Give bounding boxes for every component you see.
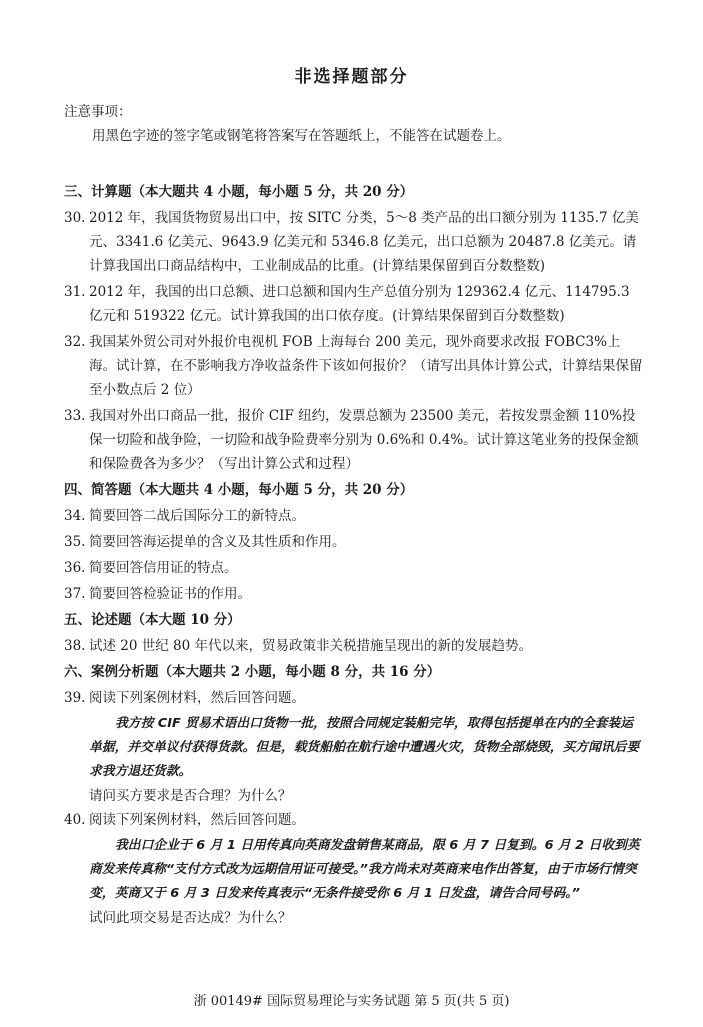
question-text: 试述 20 世纪 80 年代以来，贸易政策非关税措施呈现出的新的发展趋势。 <box>89 638 533 654</box>
question-number: 32. <box>64 334 86 350</box>
question-text: 简要回答信用证的特点。 <box>89 560 238 576</box>
question-number: 36. <box>64 560 86 576</box>
question-34 <box>64 504 644 528</box>
question-number: 30. <box>64 210 86 226</box>
case-material-40 <box>89 834 644 906</box>
question-37 <box>64 582 644 606</box>
question-36 <box>64 556 644 580</box>
question-32 <box>64 330 644 402</box>
section-heading-calc: 三、计算题（本大题共 4 小题，每小题 5 分，共 20 分） <box>64 184 414 200</box>
question-text: 阅读下列案例材料，然后回答问题。 <box>89 812 305 828</box>
case-material-39 <box>89 712 644 784</box>
questions-content <box>64 180 644 930</box>
question-number: 39. <box>64 690 86 706</box>
question-text: 简要回答检验证书的作用。 <box>89 586 251 602</box>
section-heading-essay: 五、论述题（本大题 10 分） <box>64 612 241 628</box>
question-number: 40. <box>64 812 86 828</box>
question-number: 37. <box>64 586 86 602</box>
notice-heading: 注意事项： <box>64 104 132 120</box>
question-text: 阅读下列案例材料，然后回答问题。 <box>89 690 305 706</box>
question-35 <box>64 530 644 554</box>
question-number: 35. <box>64 534 86 550</box>
section-heading-short: 四、简答题（本大题共 4 小题，每小题 5 分，共 20 分） <box>64 482 414 498</box>
question-40 <box>64 808 644 832</box>
question-39 <box>64 686 644 710</box>
case-question-40: 试问此项交易是否达成？为什么？ <box>89 910 292 926</box>
question-number: 34. <box>64 508 86 524</box>
page-title: 非选择题部分 <box>294 67 409 87</box>
case-question-39: 请问买方要求是否合理？为什么？ <box>89 788 292 804</box>
question-38 <box>64 634 644 658</box>
question-number: 31. <box>64 284 86 300</box>
question-31 <box>64 280 644 328</box>
question-text: 我国对外出口商品一批，报价 CIF 纽约，发票总额为 23500 美元，若按发票金额 110%投保一切险和战争险，一切险和战争险费率分别为 0.6%和 0.4%。试计算这笔业务的投保金额和保险费各为多少？（写出计算公式和过程） <box>89 408 639 472</box>
question-30 <box>64 206 644 278</box>
section-heading-cases: 六、案例分析题（本大题共 2 小题，每小题 8 分，共 16 分） <box>64 664 441 680</box>
notice-body: 用黑色字迹的签字笔或钢笔将答案写在答题纸上，不能答在试题卷上。 <box>92 128 511 144</box>
question-number: 33. <box>64 408 86 424</box>
case-text: 我方按 CIF 贸易术语出口货物一批，按照合同规定装船完毕，取得包括提单在内的全套装运单据，并交单议付获得货款。但是，载货船舶在航行途中遭遇火灾，货物全部烧毁，买方闻讯后要求我方退还货款。 <box>89 716 640 779</box>
question-text: 简要回答二战后国际分工的新特点。 <box>89 508 305 524</box>
question-text: 2012 年，我国货物贸易出口中，按 SITC 分类，5～8 类产品的出口额分别为 1135.7 亿美元、3341.6 亿美元、9643.9 亿美元和 5346.8 亿美元，出口总额为 20487.8 亿美元。请计算我国出口商品结构中，工业制成品的比重。(计算结果保留到百分数整数) <box>89 210 639 274</box>
question-text: 我国某外贸公司对外报价电视机 FOB 上海每台 200 美元，现外商要求改报 FOBC3%上海。试计算，在不影响我方净收益条件下该如何报价？（请写出具体计算公式，计算结果保留至小数点后 2 位） <box>89 334 643 398</box>
case-text: 我出口企业于 6 月 1 日用传真向英商发盘销售某商品，限 6 月 7 日复到。6 月 2 日收到英商发来传真称“支付方式改为远期信用证可接受。”我方尚未对英商来电作出答复，由于市场行情突变，英商又于 6 月 3 日发来传真表示“无条件接受你 6 月 1 日发盘，请告合同号码。” <box>89 838 640 901</box>
question-text: 2012 年，我国的出口总额、进口总额和国内生产总值分别为 129362.4 亿元、114795.3 亿元和 519322 亿元。试计算我国的出口依存度。(计算结果保留到百分数整数) <box>89 284 630 324</box>
page-footer: 浙 00149# 国际贸易理论与实务试题 第 5 页(共 5 页) <box>193 994 510 1009</box>
question-text: 简要回答海运提单的含义及其性质和作用。 <box>89 534 346 550</box>
question-33 <box>64 404 644 476</box>
question-number: 38. <box>64 638 86 654</box>
